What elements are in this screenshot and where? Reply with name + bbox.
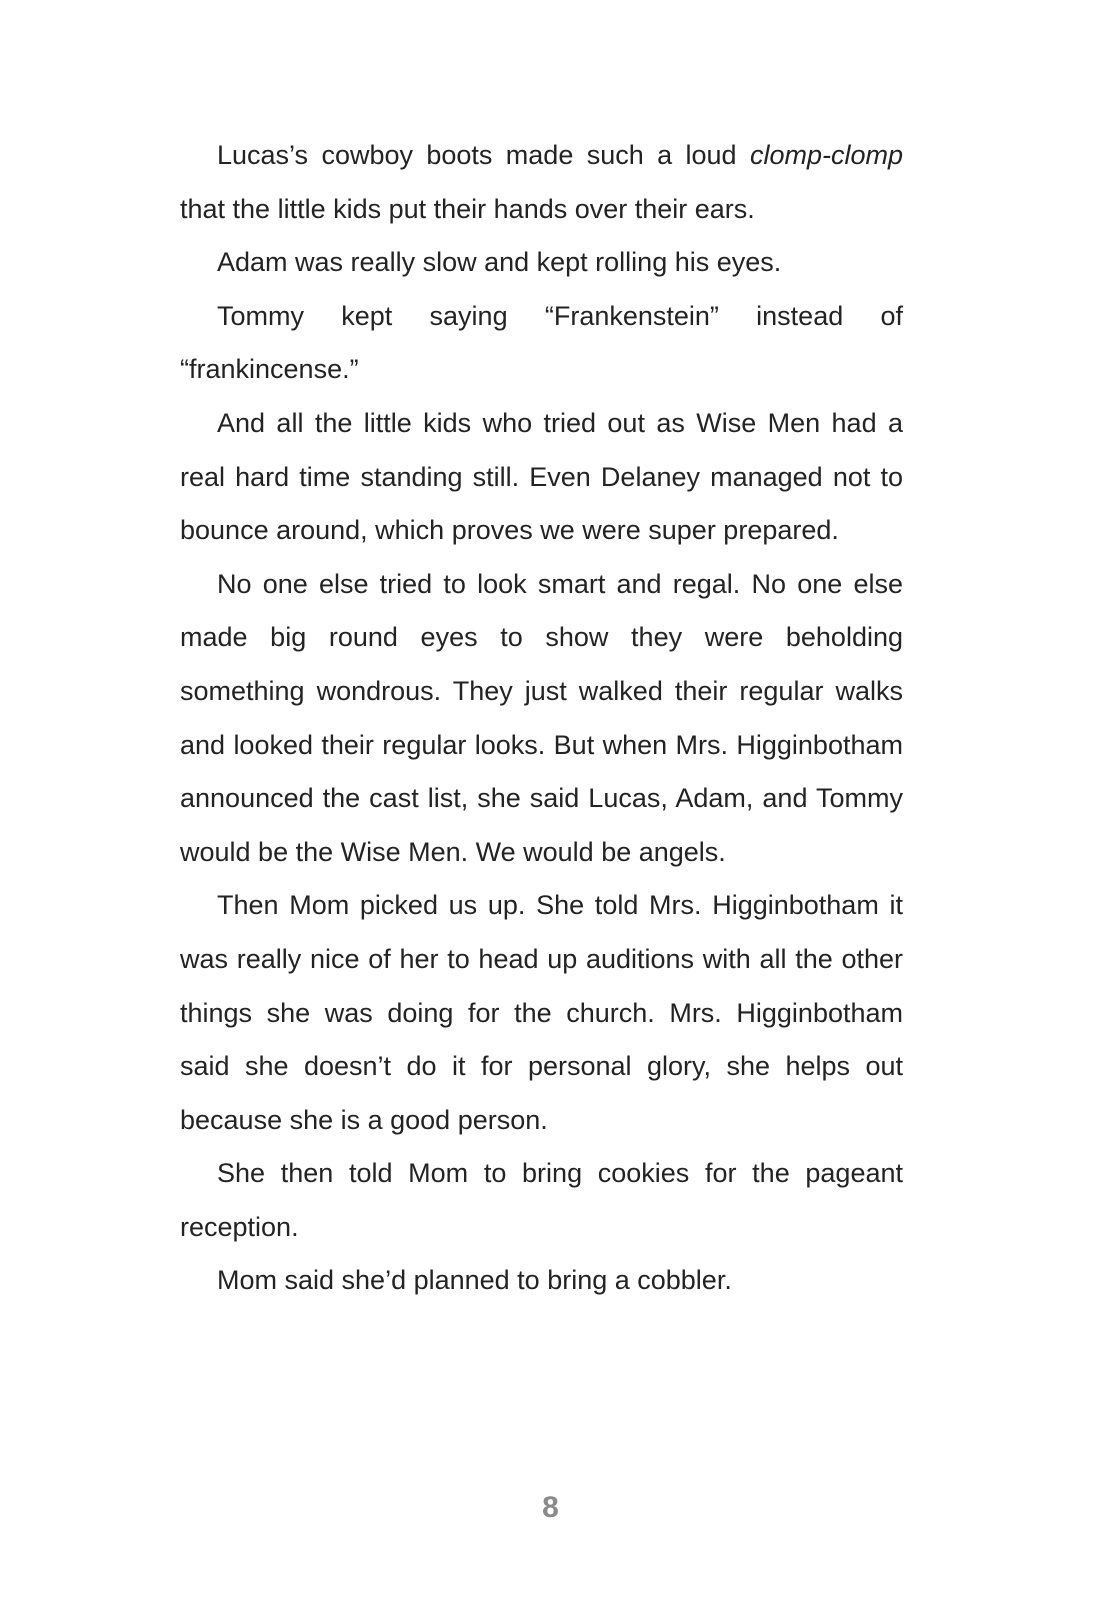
paragraph: And all the little kids who tried out as Wise Men had a real hard time standing still. Even Delaney managed not to bounce around, which proves we were super prepared. xyxy=(180,407,903,546)
paragraph: Then Mom picked us up. She told Mrs. Higginbotham it was really nice of her to head up auditions with all the other things she was doing for the church. Mrs. Higginbotham said she doesn’t do it for personal glory, she helps out because she is a good person. xyxy=(180,890,903,1135)
paragraph: Tommy kept saying “Frankenstein” instead of “frankincense.” xyxy=(180,300,903,385)
paragraph: No one else tried to look smart and regal. No one else made big round eyes to show they were beholding something wondrous. They just walked their regular walks and looked their regular looks. But when Mrs. Higginbotham announced the cast list, she said Lucas, Adam, and Tommy would be the Wise Men. We would be angels. xyxy=(180,568,903,867)
body-text xyxy=(180,129,903,1308)
paragraph: Mom said she’d planned to bring a cobbler. xyxy=(217,1265,732,1296)
paragraph: She then told Mom to bring cookies for the pageant reception. xyxy=(180,1158,903,1242)
paragraph-text: Lucas’s cowboy boots made such a loud xyxy=(217,140,750,170)
page-number: 8 xyxy=(542,1491,559,1524)
emphasized-text: clomp-clomp xyxy=(749,140,903,170)
paragraph-text: that the little kids put their hands over their ears. xyxy=(180,193,755,224)
paragraph: Adam was really slow and kept rolling his eyes. xyxy=(217,247,782,278)
paragraph xyxy=(180,129,903,236)
